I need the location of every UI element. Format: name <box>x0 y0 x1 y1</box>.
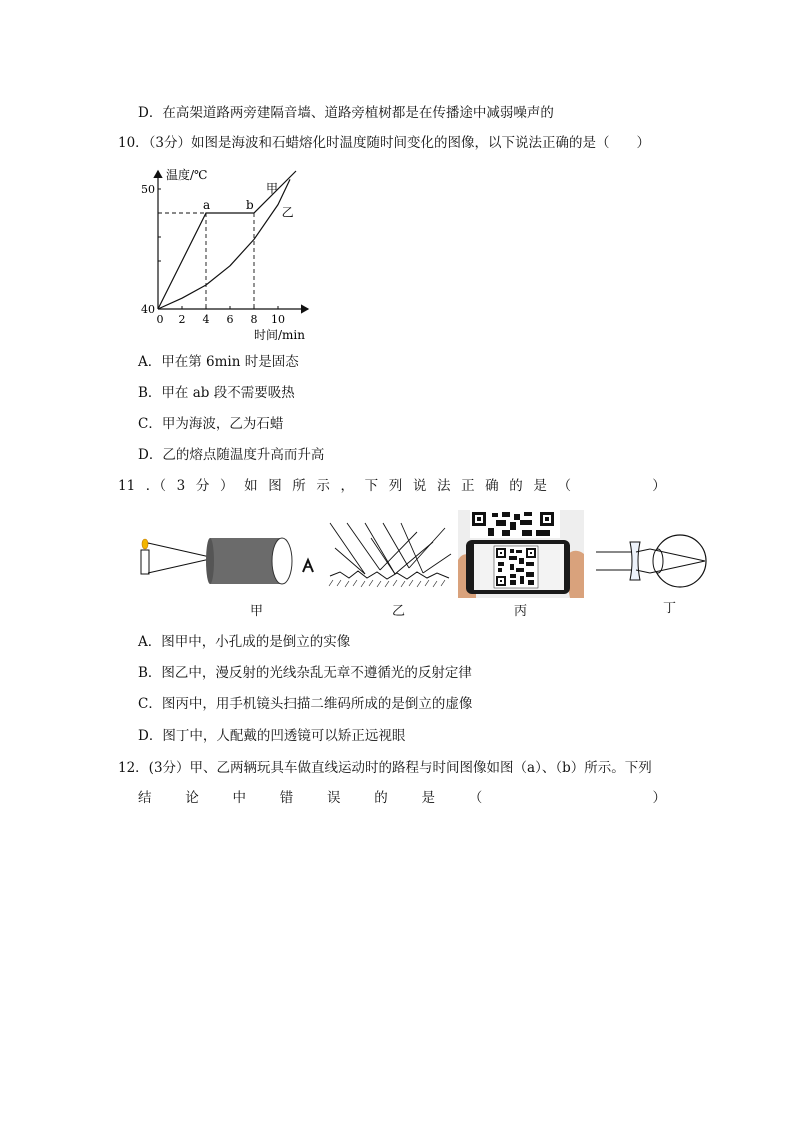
x-tick-label: 8 <box>250 313 258 326</box>
q11-option-b: B．图乙中，漫反射的光线杂乱无章不遵循光的反射定律 <box>138 665 472 681</box>
x-axis-label: 时间/min <box>254 328 305 342</box>
q10-option-d: D．乙的熔点随温度升高而升高 <box>138 447 325 463</box>
x-tick-label: 10 <box>271 313 285 326</box>
x-tick-label: 4 <box>202 313 210 326</box>
inverted-image-icon <box>303 560 313 572</box>
figure-jia-pinhole <box>136 530 326 610</box>
candle-flame <box>142 539 148 549</box>
figure-ding-concave-lens-eye <box>594 528 710 592</box>
q12-stem-line1: 12．(3分）甲、乙两辆玩具车做直线运动时的路程与时间图像如图（a）、（b）所示。下列 <box>118 760 652 776</box>
camera-box <box>210 538 282 584</box>
q12-stem-line2: 结 论 中 错 误 的 是 （ ） <box>138 790 666 806</box>
figure-yi-diffuse-reflection <box>325 518 455 598</box>
camera-screen <box>272 538 292 584</box>
candle <box>141 550 149 574</box>
q10-option-a: A．甲在第 6min 时是固态 <box>138 354 299 370</box>
q10-chart <box>138 165 318 347</box>
caption-ding: 丁 <box>663 601 677 616</box>
y-axis-label: 温度/℃ <box>166 168 208 182</box>
concave-lens-icon <box>630 542 640 580</box>
series-label-jia: 甲 <box>266 181 279 196</box>
point-label-b: b <box>246 198 254 212</box>
figure-bing-qr-scan <box>458 510 584 598</box>
q9-option-d: D．在高架道路两旁建隔音墙、道路旁植树都是在传播途中减弱噪声的 <box>138 105 554 121</box>
y-tick-label: 40 <box>141 303 155 316</box>
eye-lens <box>653 549 663 573</box>
x-tick-label: 6 <box>226 313 234 326</box>
q11-option-a: A．图甲中，小孔成的是倒立的实像 <box>138 634 351 650</box>
rough-surface <box>330 571 449 579</box>
q11-stem: 11 ．（ 3 分 ） 如 图 所 示 ， 下 列 说 法 正 确 的 是 （ ） <box>118 478 666 494</box>
q11-option-d: D．图丁中，人配戴的凹透镜可以矫正远视眼 <box>138 728 406 744</box>
caption-jia: 甲 <box>250 604 264 619</box>
y-tick-label: 50 <box>141 183 155 196</box>
q11-option-c: C．图丙中，用手机镜头扫描二维码所成的是倒立的虚像 <box>138 696 473 712</box>
x-tick-label: 0 <box>156 313 164 326</box>
series-yi-curve <box>158 179 290 309</box>
x-tick-label: 2 <box>178 313 186 326</box>
point-label-a: a <box>203 198 211 212</box>
q10-option-c: C．甲为海波，乙为石蜡 <box>138 416 284 432</box>
caption-yi: 乙 <box>392 604 406 619</box>
series-label-yi: 乙 <box>281 205 294 220</box>
caption-bing: 丙 <box>514 604 528 619</box>
q10-stem: 10．（3分）如图是海波和石蜡熔化时温度随时间变化的图像，以下说法正确的是（ ） <box>118 135 651 151</box>
q10-option-b: B．甲在 ab 段不需要吸热 <box>138 385 295 401</box>
